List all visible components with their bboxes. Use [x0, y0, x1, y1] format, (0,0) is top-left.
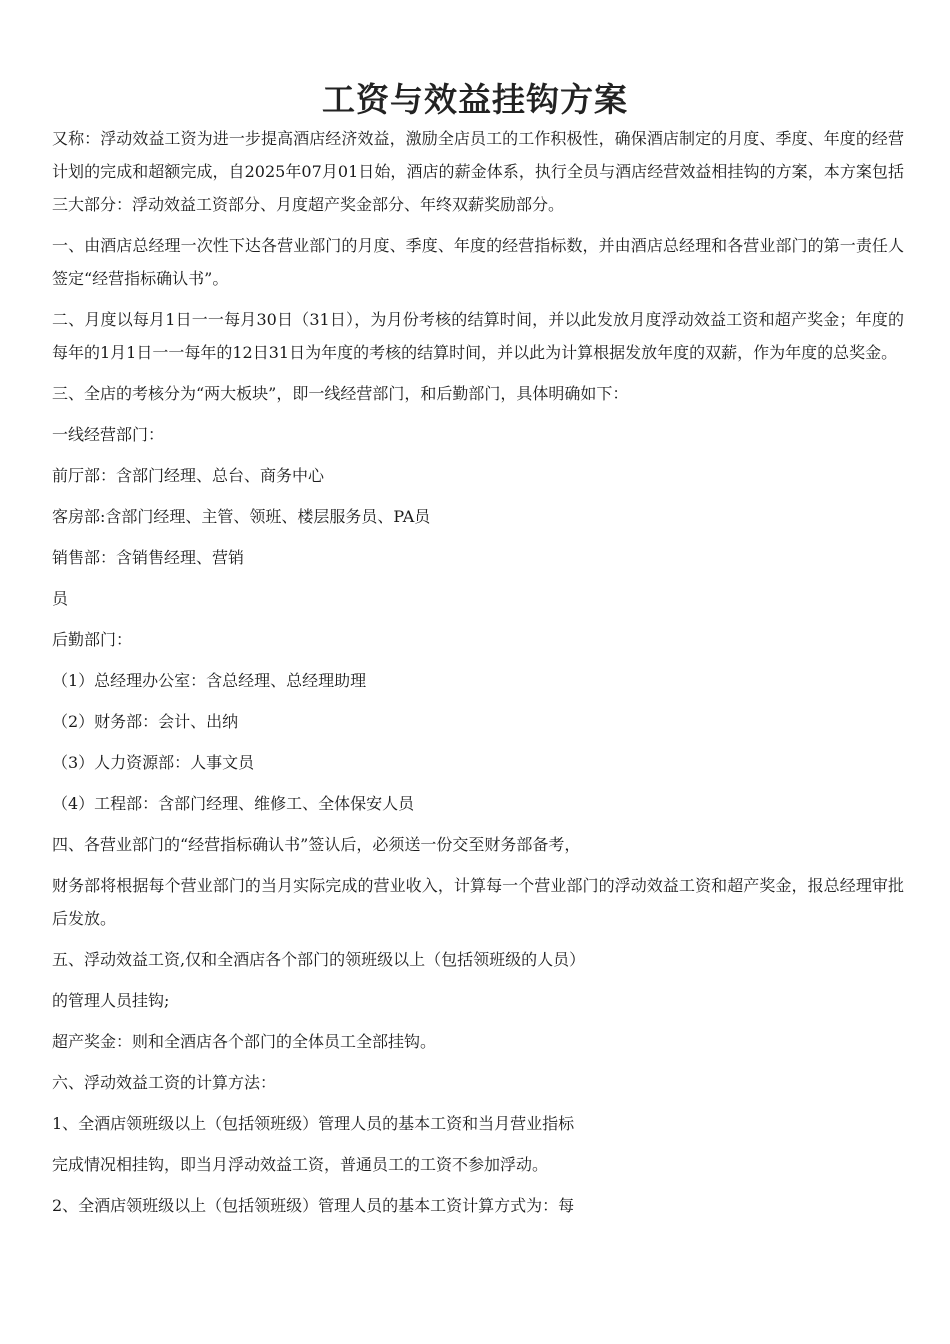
paragraph-housekeeping: 客房部:含部门经理、主管、领班、楼层服务员、PA员: [52, 507, 431, 526]
document-title: 工资与效益挂钩方案: [322, 80, 628, 120]
paragraph-bonus: 超产奖金：则和全酒店各个部门的全体员工全部挂钩。: [52, 1032, 437, 1051]
paragraph-frontline-heading: 一线经营部门：: [52, 425, 165, 444]
document-body: [52, 122, 904, 1222]
paragraph-intro: 又称：浮动效益工资为进一步提高酒店经济效益，激励全店员工的工作积极性，确保酒店制定的月度、季度、年度的经营计划的完成和超额完成，自2025年07月01日始，酒店的薪金体系，执行全员与酒店经营效益相挂钩的方案，本方案包括三大部分：浮动效益工资部分、月度超产奖金部分、年终双薪奖励部分。: [52, 129, 904, 214]
paragraph-support-item-4: （4）工程部：含部门经理、维修工、全体保安人员: [52, 794, 415, 813]
paragraph-section-6: 六、浮动效益工资的计算方法：: [52, 1073, 277, 1092]
paragraph-section-1: 一、由酒店总经理一次性下达各营业部门的月度、季度、年度的经营指标数，并由酒店总经理和各营业部门的第一责任人签定“经营指标确认书”。: [52, 236, 904, 288]
paragraph-support-heading: 后勤部门：: [52, 630, 133, 649]
paragraph-method-1-continued: 完成情况相挂钩，即当月浮动效益工资，普通员工的工资不参加浮动。: [52, 1155, 549, 1174]
paragraph-support-item-1: （1）总经理办公室：含总经理、总经理助理: [52, 671, 367, 690]
paragraph-support-item-2: （2）财务部：会计、出纳: [52, 712, 239, 731]
paragraph-section-4: 四、各营业部门的“经营指标确认书”签认后，必须送一份交至财务部备考，: [52, 835, 581, 854]
paragraph-method-1: 1、全酒店领班级以上（包括领班级）管理人员的基本工资和当月营业指标: [52, 1114, 575, 1133]
paragraph-method-2: 2、全酒店领班级以上（包括领班级）管理人员的基本工资计算方式为：每: [52, 1196, 575, 1215]
paragraph-section-4-continued: 财务部将根据每个营业部门的当月实际完成的营业收入，计算每一个营业部门的浮动效益工资和超产奖金，报总经理审批后发放。: [52, 876, 904, 928]
paragraph-section-5: 五、浮动效益工资,仅和全酒店各个部门的领班级以上（包括领班级的人员）: [52, 950, 586, 969]
paragraph-support-item-3: （3）人力资源部：人事文员: [52, 753, 255, 772]
paragraph-section-3: 三、全店的考核分为“两大板块”，即一线经营部门，和后勤部门，具体明确如下：: [52, 384, 629, 403]
paragraph-sales: 销售部：含销售经理、营销: [52, 548, 245, 567]
paragraph-section-5-continued: 的管理人员挂钩;: [52, 991, 170, 1010]
paragraph-front-office: 前厅部：含部门经理、总台、商务中心: [52, 466, 325, 485]
paragraph-sales-continued: 员: [52, 589, 69, 608]
paragraph-section-2: 二、月度以每月1日一一每月30日（31日），为月份考核的结算时间，并以此发放月度浮动效益工资和超产奖金；年度的每年的1月1日一一每年的12日31日为年度的考核的结算时间，并以此为计算根据发放年度的双薪，作为年度的总奖金。: [52, 310, 904, 362]
